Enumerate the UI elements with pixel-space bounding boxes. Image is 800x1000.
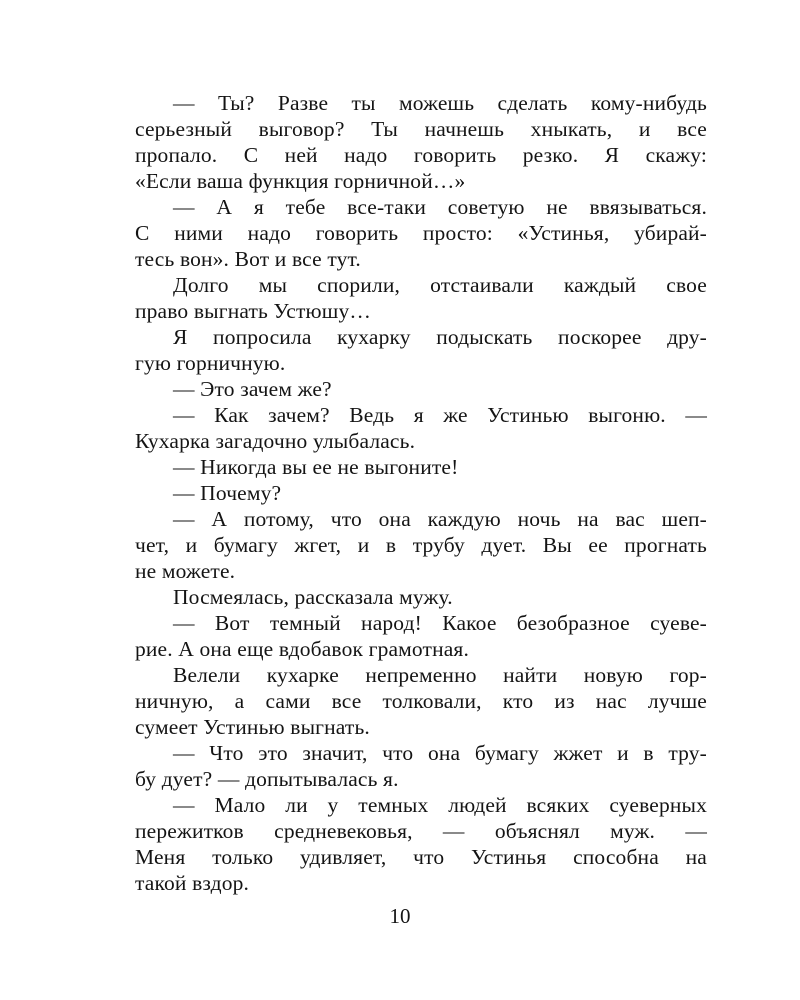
text-line: — Ты? Разве ты можешь сделать кому-нибудь xyxy=(173,91,707,115)
text-line: рие. А она еще вдобавок грамотная. xyxy=(135,637,469,661)
text-line: право выгнать Устюшу… xyxy=(135,299,372,323)
text-line: сумеет Устинью выгнать. xyxy=(135,715,370,739)
text-line: тесь вон». Вот и все тут. xyxy=(135,247,361,271)
text-line: — Это зачем же? xyxy=(173,377,332,401)
text-line: гую горничную. xyxy=(135,351,286,375)
text-line: — Что это значит, что она бумагу жжет и в тру- xyxy=(173,741,707,765)
text-line: пережитков средневековья, — объяснял муж. — xyxy=(135,819,707,843)
text-line: ничную, а сами все толковали, кто из нас лучше xyxy=(135,689,707,713)
text-line: серьезный выговор? Ты начнешь хныкать, и все xyxy=(135,117,707,141)
text-line: не можете. xyxy=(135,559,236,583)
text-line: — А потому, что она каждую ночь на вас шеп- xyxy=(173,507,707,531)
text-line: — Вот темный народ! Какое безобразное суеве- xyxy=(173,611,707,635)
text-line: такой вздор. xyxy=(135,871,250,895)
text-line: Долго мы спорили, отстаивали каждый свое xyxy=(173,273,707,297)
text-line: Я попросила кухарку подыскать поскорее дру- xyxy=(173,325,707,349)
text-line: — Никогда вы ее не выгоните! xyxy=(173,455,459,479)
text-line: С ними надо говорить просто: «Устинья, убирай- xyxy=(135,221,707,245)
text-line: Посмеялась, рассказала мужу. xyxy=(173,585,453,609)
text-line: бу дует? — допытывалась я. xyxy=(135,767,399,791)
text-line: — Почему? xyxy=(173,481,282,505)
text-line: «Если ваша функция горничной…» xyxy=(135,169,466,193)
text-line: — А я тебе все-таки советую не ввязываться. xyxy=(173,195,707,219)
text-line: — Мало ли у темных людей всяких суеверных xyxy=(173,793,707,817)
text-line: пропало. С ней надо говорить резко. Я скажу: xyxy=(135,143,707,167)
page-body-text xyxy=(135,90,707,896)
text-line: — Как зачем? Ведь я же Устинью выгоню. — xyxy=(173,403,707,427)
text-line: Кухарка загадочно улыбалась. xyxy=(135,429,416,453)
text-line: чет, и бумагу жгет, и в трубу дует. Вы ее прогнать xyxy=(135,533,707,557)
page-number: 10 xyxy=(389,904,411,928)
text-line: Велели кухарке непременно найти новую гор- xyxy=(173,663,707,687)
text-line: Меня только удивляет, что Устинья способна на xyxy=(135,845,707,869)
